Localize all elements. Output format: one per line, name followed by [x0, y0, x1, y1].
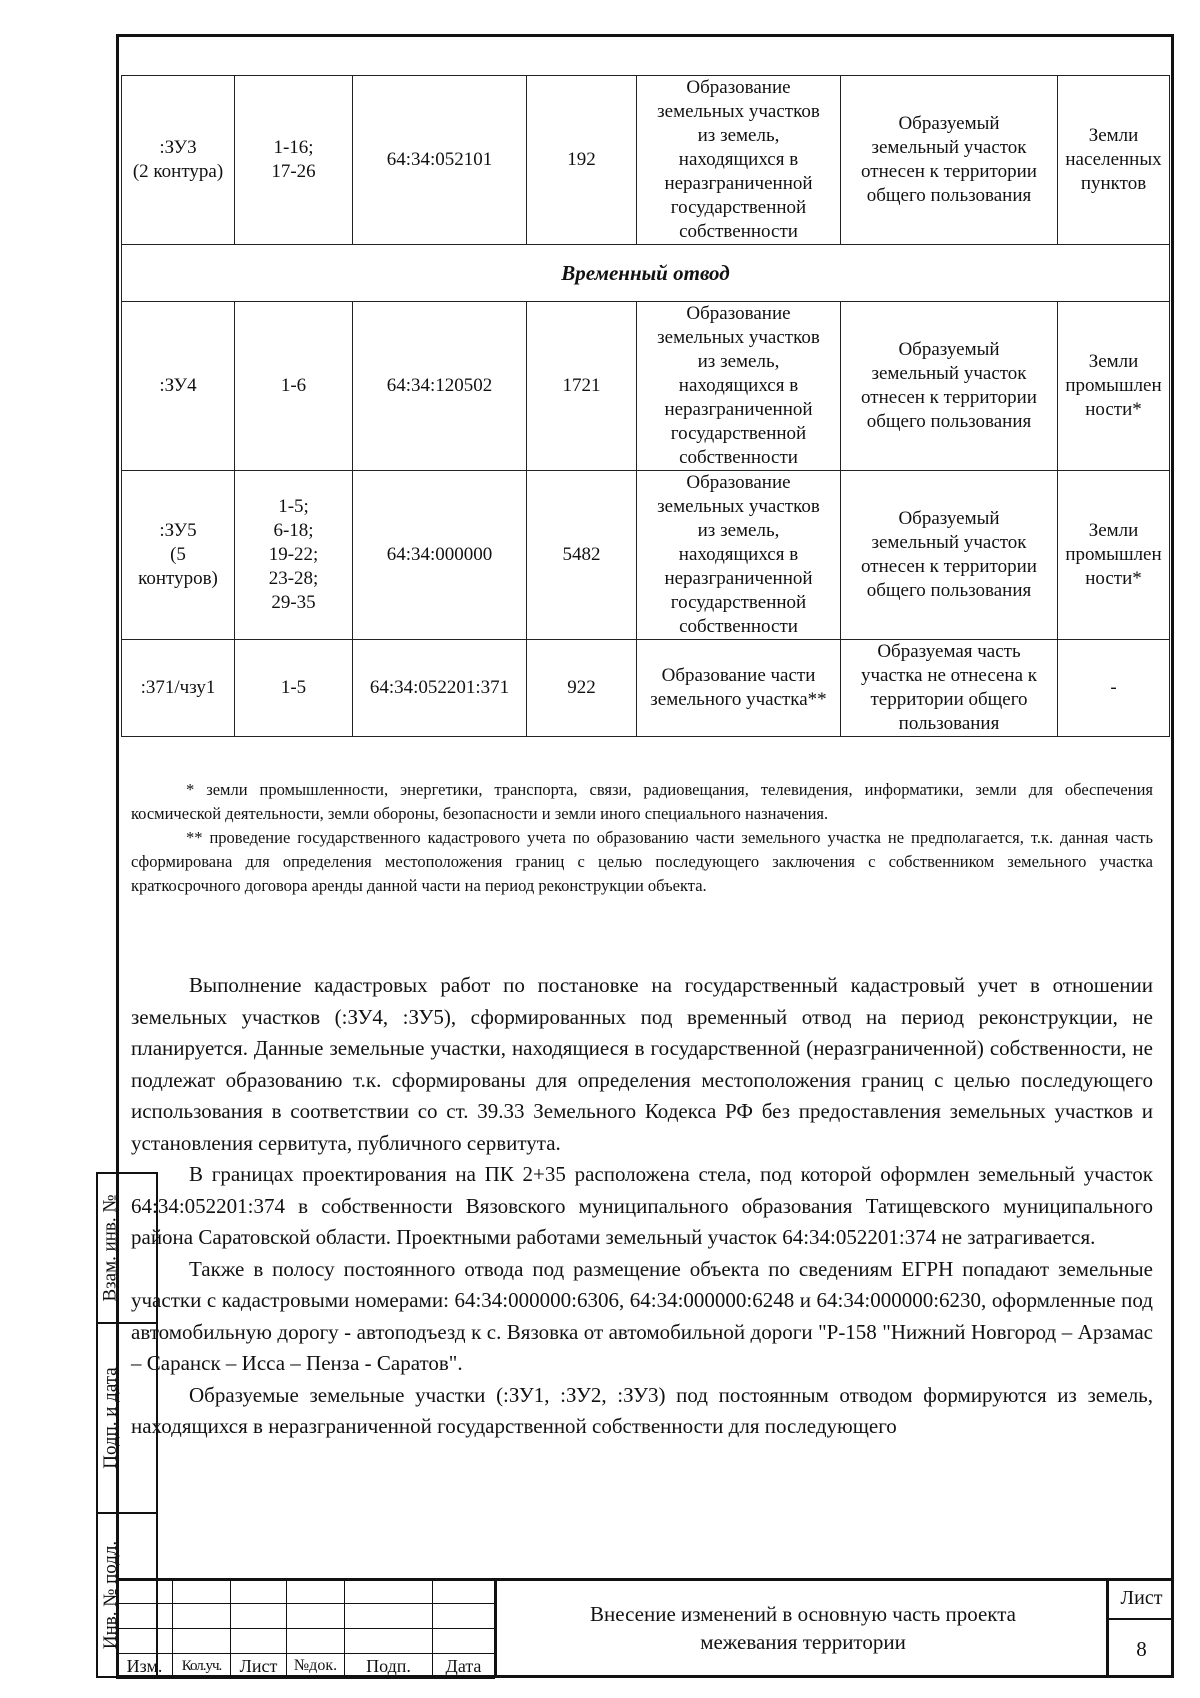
cell-area: 5482	[527, 471, 637, 640]
side-label-podp: Подп. и дата	[100, 1367, 122, 1469]
cell-id: :ЗУ3 (2 контура)	[122, 76, 235, 245]
cell-id: :ЗУ4	[122, 302, 235, 471]
paragraph: Также в полосу постоянного отвода под размещение объекта по сведениям ЕГРН попадают земельные участки с кадастровыми номерами: 64:34:000000:6306, 64:34:000000:6248 и 64:34:000000:6230, оформленные под автомобильную дорогу - автоподъезд к с. Вязовка от автомобильной дороги "Р-158 "Нижний Новгород – Арзамас – Саранск – Исса – Пенза - Саратов".	[131, 1256, 1153, 1375]
table-row	[122, 640, 1170, 737]
cell-quarter: 64:34:052201:371	[353, 640, 527, 737]
title-block	[116, 1578, 1174, 1678]
tb-header-list: Лист	[231, 1654, 287, 1679]
table-row	[122, 302, 1170, 471]
side-label-inv: Инв. № подл.	[100, 1540, 122, 1650]
cell-category: Земли населенных пунктов	[1058, 76, 1170, 245]
paragraph: Выполнение кадастровых работ по постановке на государственный кадастровый учет в отношении земельных участков (:ЗУ4, :ЗУ5), сформированных под временный отвод на период реконструкции, не планируется. Данные земельные участки, находящиеся в государственной (неразграниченной) собственности, не подлежат образованию т.к. сформированы для определения местоположения границ с целью последующего использования в соответствии со ст. 39.33 Земельного Кодекса РФ без предоставления земельных участков и установления сервитута, публичного сервитута.	[131, 973, 1153, 1155]
tb-header-izm: Изм.	[117, 1654, 173, 1679]
sheet-number: 8	[1136, 1636, 1147, 1661]
paragraph: В границах проектирования на ПК 2+35 расположена стела, под которой оформлен земельный участок 64:34:052201:374 в собственности Вязовского муниципального образования Татищевского муниципального района Саратовской области. Проектными работами земельный участок 64:34:052201:374 не затрагивается.	[131, 1162, 1153, 1249]
tb-header-data: Дата	[433, 1654, 495, 1679]
cell-area: 1721	[527, 302, 637, 471]
cell-note: Образуемый земельный участок отнесен к территории общего пользования	[841, 302, 1058, 471]
side-label-vzam: Взам. инв. №	[100, 1194, 122, 1302]
cell-area: 192	[527, 76, 637, 245]
sheet-box	[1106, 1578, 1174, 1678]
cell-method: Образование земельных участков из земель, находящихся в неразграниченной государственной собственности	[637, 302, 841, 471]
cell-category: Земли промышлен ности*	[1058, 471, 1170, 640]
cell-id: :ЗУ5 (5 контуров)	[122, 471, 235, 640]
tb-header-podp: Подп.	[345, 1654, 433, 1679]
cell-method: Образование земельных участков из земель, находящихся в неразграниченной государственной собственности	[637, 76, 841, 245]
tb-header-ndok: №док.	[287, 1654, 345, 1679]
cell-category: Земли промышлен ности*	[1058, 302, 1170, 471]
title-block-grid	[116, 1578, 495, 1679]
footnote-1: * земли промышленности, энергетики, транспорта, связи, радиовещания, телевидения, информатики, земли для обеспечения космической деятельности, земли обороны, безопасности и земли иного специального назначения.	[131, 780, 1153, 823]
document-title: Внесение изменений в основную часть проекта межевания территории	[494, 1578, 1109, 1678]
paragraph: Образуемые земельные участки (:ЗУ1, :ЗУ2, :ЗУ3) под постоянным отводом формируются из земель, находящихся в неразграниченной государственной собственности для последующего	[131, 1382, 1153, 1438]
cell-points: 1-16; 17-26	[235, 76, 353, 245]
cell-quarter: 64:34:120502	[353, 302, 527, 471]
section-row	[122, 245, 1170, 302]
footnotes	[131, 778, 1153, 898]
land-plots-table	[121, 75, 1170, 737]
table-row	[122, 471, 1170, 640]
section-title: Временный отвод	[122, 245, 1170, 302]
cell-points: 1-6	[235, 302, 353, 471]
cell-area: 922	[527, 640, 637, 737]
cell-note: Образуемый земельный участок отнесен к территории общего пользования	[841, 471, 1058, 640]
cell-method: Образование части земельного участка**	[637, 640, 841, 737]
cell-id: :371/чзу1	[122, 640, 235, 737]
sheet-label: Лист	[1109, 1578, 1174, 1620]
cell-method: Образование земельных участков из земель, находящихся в неразграниченной государственной собственности	[637, 471, 841, 640]
table-row	[122, 76, 1170, 245]
body-text	[131, 970, 1153, 1443]
tb-header-koluch: Кол.уч.	[173, 1654, 231, 1679]
cell-points: 1-5; 6-18; 19-22; 23-28; 29-35	[235, 471, 353, 640]
cell-note: Образуемая часть участка не отнесена к территории общего пользования	[841, 640, 1058, 737]
cell-quarter: 64:34:052101	[353, 76, 527, 245]
cell-category: -	[1058, 640, 1170, 737]
cell-quarter: 64:34:000000	[353, 471, 527, 640]
cell-note: Образуемый земельный участок отнесен к территории общего пользования	[841, 76, 1058, 245]
footnote-2: ** проведение государственного кадастрового учета по образованию части земельного участка не предполагается, т.к. данная часть сформирована для определения местоположения границ с целью последующего заключения с собственником земельного участка краткосрочного договора аренды данной части на период реконструкции объекта.	[131, 828, 1153, 895]
cell-points: 1-5	[235, 640, 353, 737]
